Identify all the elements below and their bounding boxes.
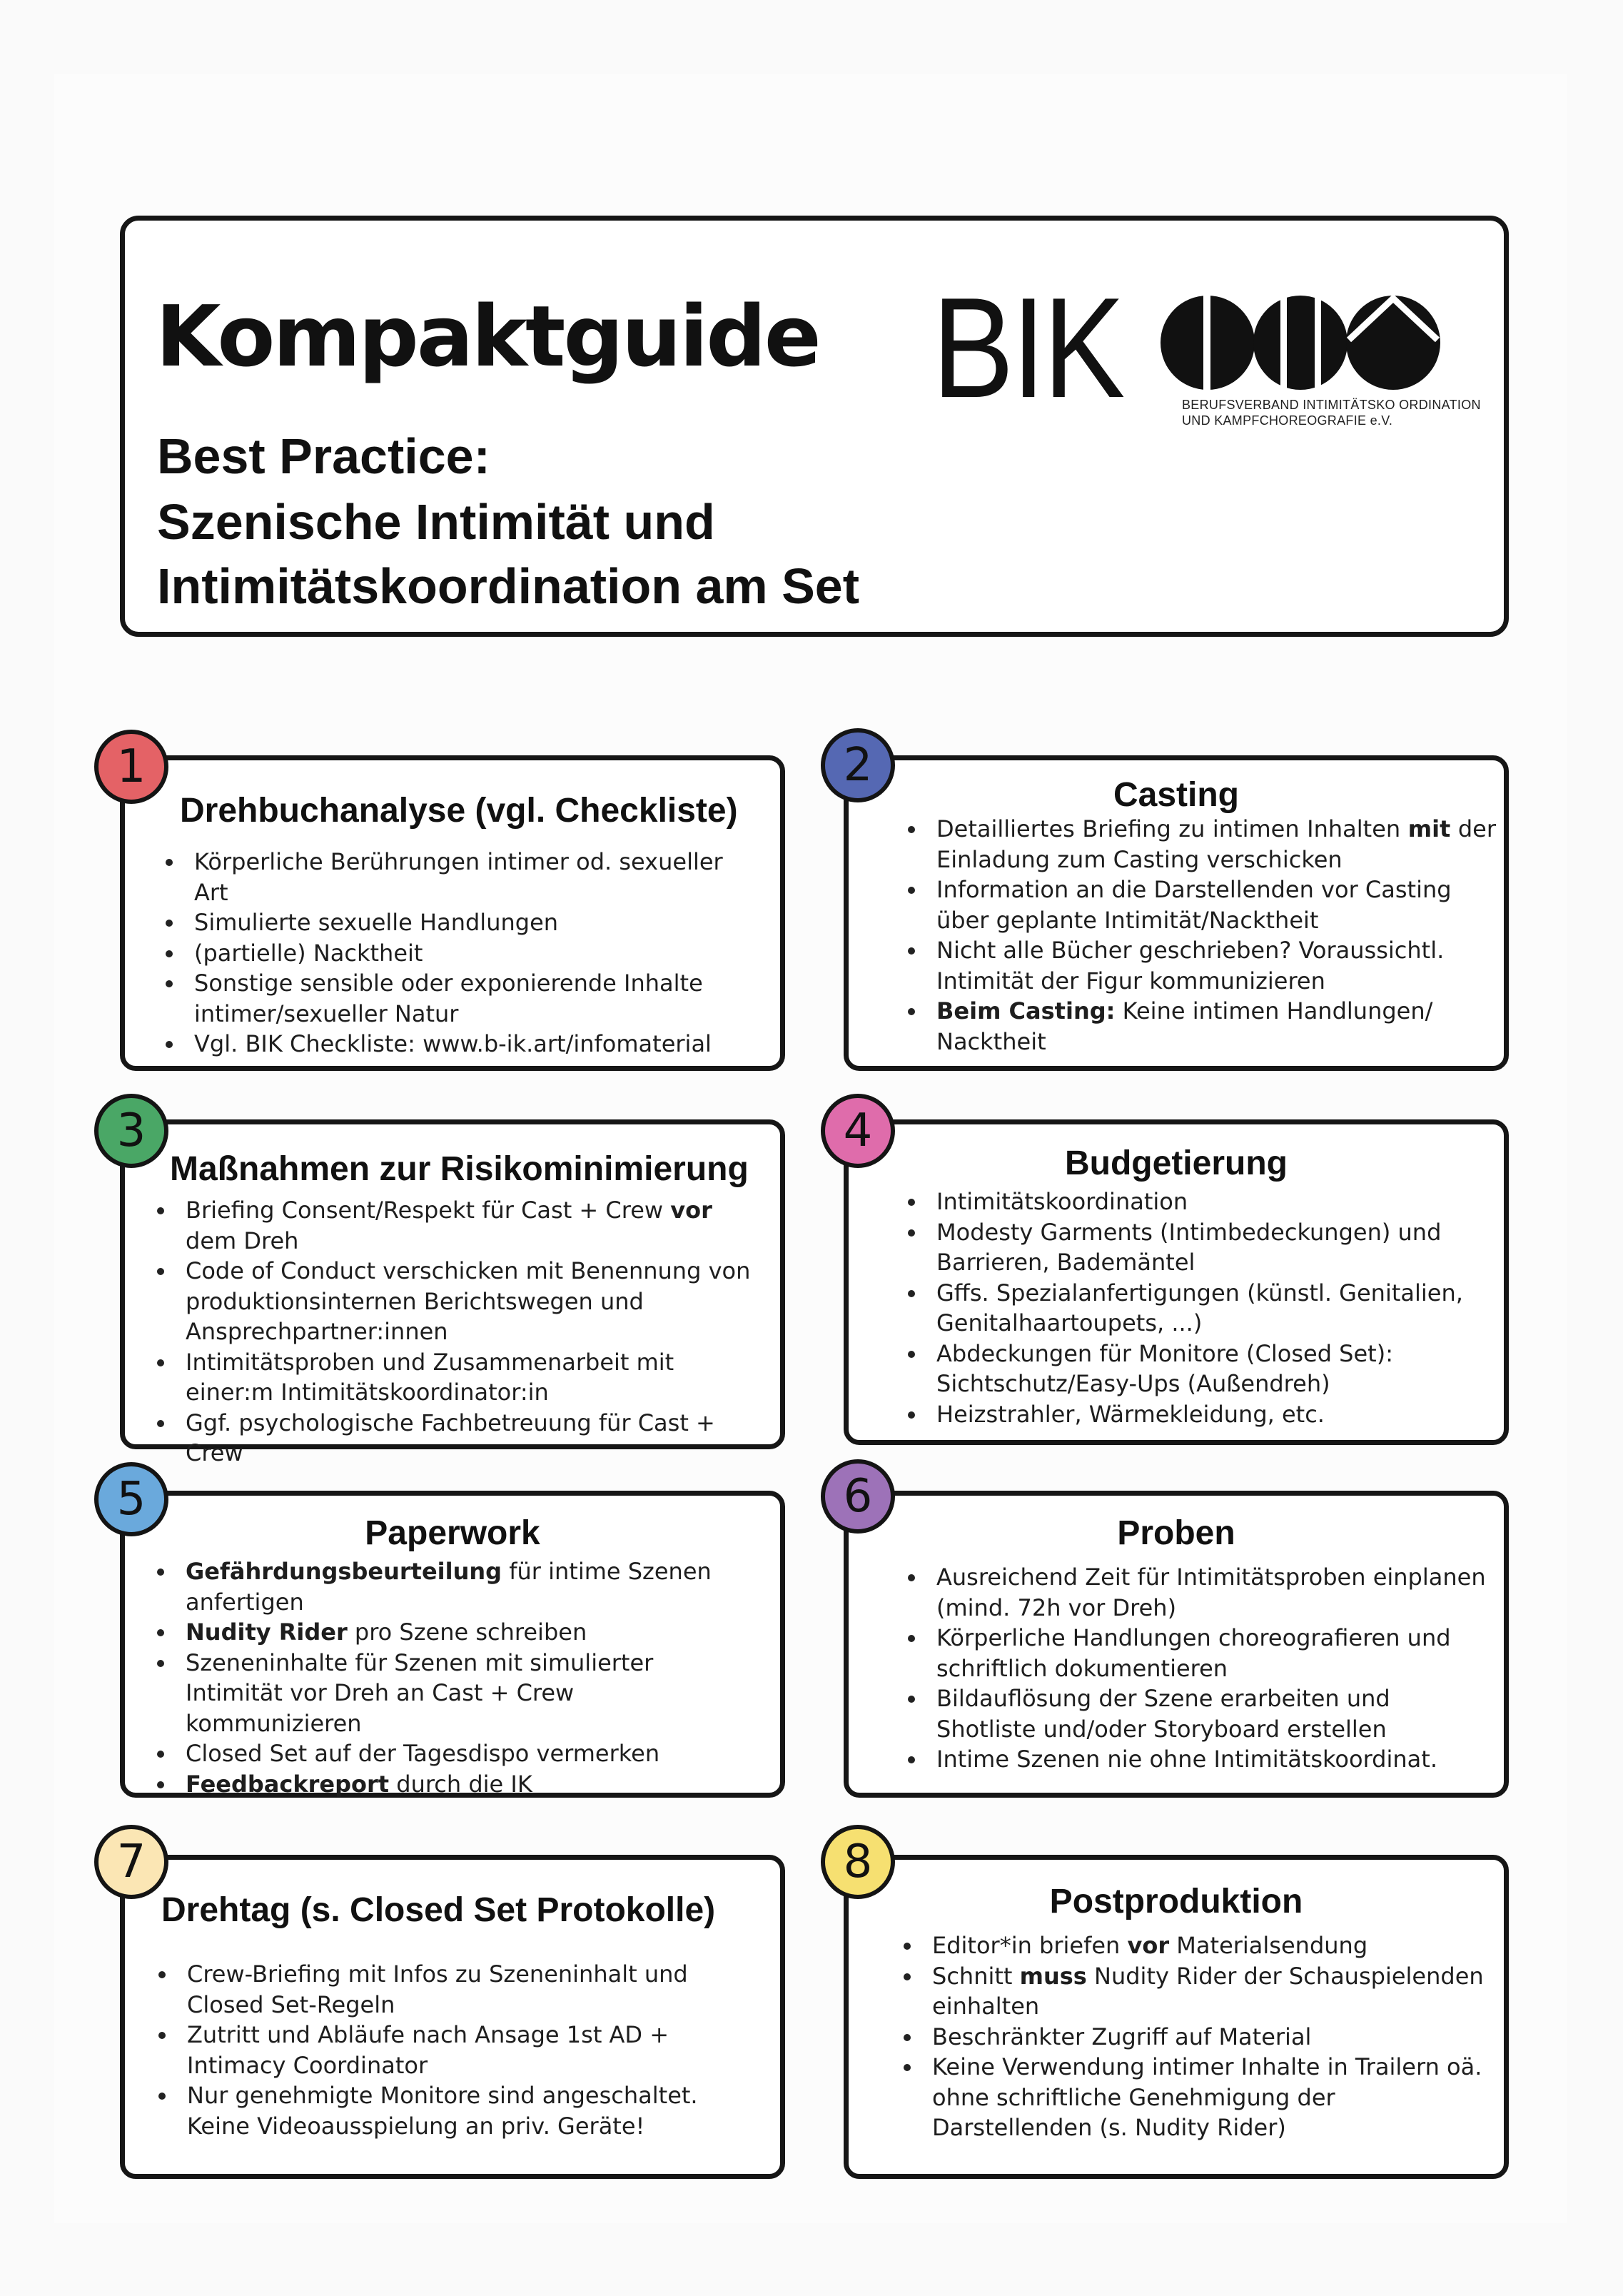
section-2-list bbox=[904, 814, 1496, 1057]
list-item: Closed Set auf der Tagesdispo vermerken bbox=[153, 1738, 757, 1769]
list-item: Nudity Rider pro Szene schreiben bbox=[153, 1617, 757, 1648]
section-title: Drehbuchanalyse (vgl. Checkliste) bbox=[180, 792, 738, 830]
page-title: Kompaktguide bbox=[156, 287, 819, 386]
list-item: Beschränkter Zugriff auf Material bbox=[899, 2022, 1492, 2053]
list-item: Intimitätskoordination bbox=[904, 1187, 1496, 1217]
list-item: (partielle) Nacktheit bbox=[161, 938, 754, 969]
section-title: Drehtag (s. Closed Set Protokolle) bbox=[161, 1891, 716, 1929]
list-item: Zutritt und Abläufe nach Ansage 1st AD + Intimacy Coordinator bbox=[154, 2020, 747, 2080]
logo-wordmark: BIK bbox=[932, 268, 1123, 428]
list-item: Ausreichend Zeit für Intimitätsproben einplanen (mind. 72h vor Dreh) bbox=[904, 1562, 1489, 1623]
section-title: Casting bbox=[1113, 776, 1239, 814]
section-number-badge: 1 bbox=[94, 730, 168, 804]
list-item: Vgl. BIK Checkliste: www.b-ik.art/infomaterial bbox=[161, 1029, 754, 1059]
list-item: Beim Casting: Keine intimen Handlungen/ Nacktheit bbox=[904, 996, 1496, 1057]
section-6-list bbox=[904, 1562, 1489, 1775]
list-item: Ggf. psychologische Fachbetreuung für Cast + Crew bbox=[153, 1408, 757, 1469]
list-item: Detailliertes Briefing zu intimen Inhalten mit der Einladung zum Casting verschicken bbox=[904, 814, 1496, 875]
logo-circles-icon bbox=[1156, 294, 1470, 401]
list-item: Nur genehmigte Monitore sind angeschaltet. Keine Videoausspielung an priv. Geräte! bbox=[154, 2080, 747, 2141]
list-item: Sonstige sensible oder exponierende Inhalte intimer/sexueller Natur bbox=[161, 968, 754, 1029]
list-item: Information an die Darstellenden vor Casting über geplante Intimität/Nacktheit bbox=[904, 875, 1496, 935]
subtitle-line-3: Intimitätskoordination am Set bbox=[157, 558, 859, 614]
section-title: Paperwork bbox=[365, 1514, 540, 1552]
section-number-badge: 8 bbox=[821, 1825, 895, 1899]
list-item: Simulierte sexuelle Handlungen bbox=[161, 907, 754, 938]
list-item: Szeneninhalte für Szenen mit simulierter Intimität vor Dreh an Cast + Crew kommunizieren bbox=[153, 1648, 757, 1739]
list-item: Heizstrahler, Wärmekleidung, etc. bbox=[904, 1399, 1496, 1430]
list-item: Code of Conduct verschicken mit Benennung von produktionsinternen Berichtswegen und Ansprechpartner:innen bbox=[153, 1256, 757, 1347]
list-item: Editor*in briefen vor Materialsendung bbox=[899, 1930, 1492, 1961]
section-number-badge: 2 bbox=[821, 728, 895, 802]
section-5-list bbox=[153, 1556, 757, 1799]
list-item: Körperliche Berührungen intimer od. sexueller Art bbox=[161, 847, 754, 907]
logo-org-line-1: BERUFSVERBAND INTIMITÄTSKO ORDINATION bbox=[1182, 398, 1481, 412]
list-item: Schnitt muss Nudity Rider der Schauspielenden einhalten bbox=[899, 1961, 1492, 2022]
list-item: Körperliche Handlungen choreografieren und schriftlich dokumentieren bbox=[904, 1623, 1489, 1683]
section-title: Proben bbox=[1117, 1514, 1235, 1552]
section-7-list bbox=[154, 1959, 747, 2141]
section-8-list bbox=[899, 1930, 1492, 2143]
logo-org-line-2: UND KAMPFCHOREOGRAFIE e.V. bbox=[1182, 413, 1393, 428]
section-number-badge: 6 bbox=[821, 1459, 895, 1534]
list-item: Bildauflösung der Szene erarbeiten und Shotliste und/oder Storyboard erstellen bbox=[904, 1683, 1489, 1744]
subtitle-line-1: Best Practice: bbox=[157, 428, 490, 484]
list-item: Nicht alle Bücher geschrieben? Voraussichtl. Intimität der Figur kommunizieren bbox=[904, 935, 1496, 996]
list-item: Intimitätsproben und Zusammenarbeit mit einer:m Intimitätskoordinator:in bbox=[153, 1347, 757, 1408]
list-item: Keine Verwendung intimer Inhalte in Trailern oä. ohne schriftliche Genehmigung der Darstellenden (s. Nudity Rider) bbox=[899, 2052, 1492, 2143]
list-item: Abdeckungen für Monitore (Closed Set): Sichtschutz/Easy-Ups (Außendreh) bbox=[904, 1339, 1496, 1399]
list-item: Feedbackreport durch die IK bbox=[153, 1769, 757, 1800]
section-number-badge: 5 bbox=[94, 1462, 168, 1536]
section-title: Budgetierung bbox=[1065, 1144, 1288, 1182]
list-item: Crew-Briefing mit Infos zu Szeneninhalt und Closed Set-Regeln bbox=[154, 1959, 747, 2020]
section-title: Postproduktion bbox=[1049, 1883, 1303, 1920]
subtitle-line-2: Szenische Intimität und bbox=[157, 494, 715, 550]
section-title: Maßnahmen zur Risikominimierung bbox=[170, 1150, 749, 1188]
list-item: Modesty Garments (Intimbedeckungen) und Barrieren, Bademäntel bbox=[904, 1217, 1496, 1278]
section-3-list bbox=[153, 1195, 757, 1469]
list-item: Intime Szenen nie ohne Intimitätskoordinat. bbox=[904, 1744, 1489, 1775]
section-number-badge: 7 bbox=[94, 1825, 168, 1899]
list-item: Gefährdungsbeurteilung für intime Szenen anfertigen bbox=[153, 1556, 757, 1617]
section-1-list bbox=[161, 847, 754, 1059]
list-item: Briefing Consent/Respekt für Cast + Crew vor dem Dreh bbox=[153, 1195, 757, 1256]
section-4-list bbox=[904, 1187, 1496, 1429]
section-number-badge: 3 bbox=[94, 1094, 168, 1168]
list-item: Gffs. Spezialanfertigungen (künstl. Genitalien, Genitalhaartoupets, ...) bbox=[904, 1278, 1496, 1339]
section-number-badge: 4 bbox=[821, 1094, 895, 1168]
